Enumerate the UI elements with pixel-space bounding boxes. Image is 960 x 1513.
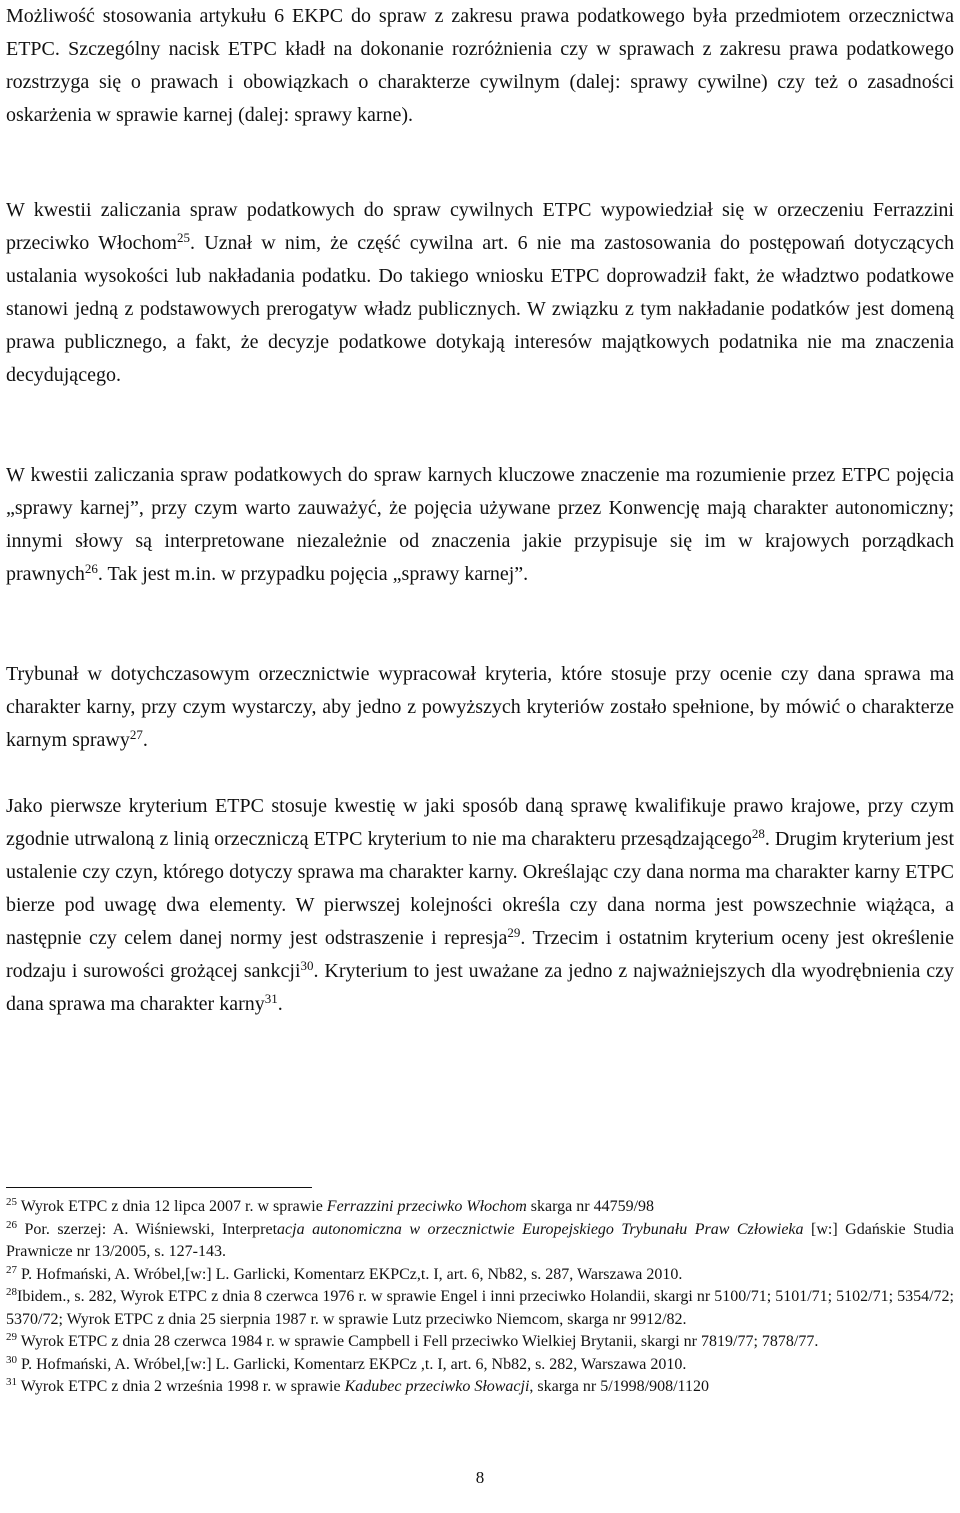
paragraph-text: W kwestii zaliczania spraw podatkowych do spraw cywilnych ETPC wypowiedział się w orzeczeniu Ferrazzini przeciwko Włochom — [6, 199, 954, 254]
footnotes-section — [6, 1196, 954, 1399]
paragraph-tribunal-criteria — [6, 658, 954, 757]
footnote-31 — [6, 1376, 954, 1399]
paragraph-text: . — [142, 729, 148, 751]
footnote-ref-31[interactable]: 31 — [264, 991, 278, 1006]
footnote-ref-26[interactable]: 26 — [84, 561, 98, 576]
paragraph-article-6-applicability — [6, 0, 954, 132]
paragraph-text: . Drugim kryterium jest ustalenie czy czyn, którego dotyczy sprawa ma charakter karny. Określając czy dana norma ma charakter karny ETPC bierze pod uwagę dwa elementy. W pierwszej kolejności określa czy dana norma jest powszechnie wiążąca, a następnie czy celem danej normy jest odstraszenie i represja — [6, 828, 955, 949]
paragraph-text: Możliwość stosowania artykułu 6 EKPC do spraw z zakresu prawa podatkowego była przedmiotem orzecznictwa ETPC. Szczególny nacisk ETPC kładł na dokonanie rozróżnienia czy w sprawach z zakresu prawa podatkowego rozstrzyga się o prawach i obowiązkach o charakterze cywilnym (dalej: sprawy cywilne) czy też o zasadności oskarżenia w sprawie karnej (dalej: sprawy karne). — [6, 5, 954, 126]
footnote-text: , skarga nr 5/1998/908/1120 — [529, 1378, 709, 1395]
footnote-number: 26 — [6, 1218, 17, 1231]
footnote-title: acja autonomiczna w orzecznictwie Europejskiego Trybunału Praw Człowieka — [277, 1220, 804, 1238]
footnote-text: Wyrok ETPC z dnia 2 września 1998 r. w sprawie — [17, 1378, 345, 1395]
footnote-text: [w:] Gdańskie Studia Prawnicze nr 13/2005, s. 127-143. — [6, 1220, 954, 1260]
paragraph-text: . — [277, 993, 283, 1015]
footnote-text: Wyrok ETPC z dnia 28 czerwca 1984 r. w sprawie Campbell i Fell przeciwko Wielkiej Brytanii, skargi nr 7819/77; 7878/77. — [17, 1333, 819, 1350]
paragraph-text: . Trzecim i ostatnim kryterium oceny jest określenie rodzaju i surowości grożącej sankcji — [6, 927, 954, 982]
footnote-ref-25[interactable]: 25 — [177, 230, 191, 245]
paragraph-criteria-details — [6, 790, 954, 1021]
footnote-text: Wyrok ETPC z dnia 12 lipca 2007 r. w sprawie — [17, 1198, 327, 1215]
paragraph-criminal-cases — [6, 459, 954, 591]
footnote-ref-27[interactable]: 27 — [129, 727, 143, 742]
footnote-text: P. Hofmański, A. Wróbel,[w:] L. Garlicki, Komentarz EKPCz,t. I, art. 6, Nb82, s. 287, Warszawa 2010. — [17, 1265, 683, 1283]
footnote-separator — [6, 1187, 312, 1188]
paragraph-civil-cases — [6, 194, 954, 392]
footnote-27 — [6, 1264, 954, 1287]
footnote-ref-30[interactable]: 30 — [300, 958, 314, 973]
footnote-case-name: Kadubec przeciwko Słowacji — [344, 1378, 530, 1395]
footnote-29 — [6, 1331, 954, 1354]
footnote-26 — [6, 1219, 954, 1264]
footnote-text: Ibidem., s. 282, Wyrok ETPC z dnia 8 czerwca 1976 r. w sprawie Engel i inni przeciwko Holandii, skargi nr 5100/71; 5101/71; 5102/71; 5354/72; 5370/72; Wyrok ETPC z dnia 25 sierpnia 1987 r. w sprawie Lutz przeciwko Niemcom, skarga nr 9912/82. — [6, 1288, 954, 1328]
footnote-text: P. Hofmański, A. Wróbel,[w:] L. Garlicki, Komentarz EKPCz ,t. I, art. 6, Nb82, s. 282, Warszawa 2010. — [17, 1355, 687, 1373]
paragraph-text: Jako pierwsze kryterium ETPC stosuje kwestię w jaki sposób daną sprawę kwalifikuje prawo krajowe, przy czym zgodnie utrwaloną z linią orzeczniczą ETPC kryterium to nie ma charakteru przesądzającego — [6, 795, 954, 850]
footnote-number: 28 — [6, 1286, 17, 1298]
footnote-number: 31 — [6, 1376, 17, 1388]
footnote-28 — [6, 1286, 954, 1331]
footnote-30 — [6, 1354, 954, 1377]
paragraph-text: . Kryterium to jest uważane za jedno z najważniejszych dla wyodrębnienia czy dana sprawa ma charakter karny — [6, 960, 954, 1015]
footnote-case-name: Ferrazzini przeciwko Włochom — [326, 1198, 527, 1215]
paragraph-text: Trybunał w dotychczasowym orzecznictwie wypracował kryteria, które stosuje przy ocenie czy dana sprawa ma charakter karny, przy czym wystarczy, aby jedno z powyższych kryteriów zostało spełnione, by mówić o charakterze karnym sprawy — [6, 663, 954, 751]
footnote-number: 29 — [6, 1331, 17, 1343]
footnote-25 — [6, 1196, 954, 1219]
paragraph-text: W kwestii zaliczania spraw podatkowych do spraw karnych kluczowe znaczenie ma rozumienie przez ETPC pojęcia „sprawy karnej”, przy czym warto zauważyć, że pojęcia używane przez Konwencję mają charakter autonomiczny; innymi słowy są interpretowane niezależnie od znaczenia jakie przypisuje się im w krajowych porządkach prawnych — [6, 464, 954, 585]
footnote-ref-29[interactable]: 29 — [507, 925, 521, 940]
footnote-number: 30 — [6, 1353, 17, 1366]
footnote-text: skarga nr 44759/98 — [526, 1198, 655, 1215]
paragraph-text: . Uznał w nim, że część cywilna art. 6 nie ma zastosowania do postępowań dotyczących ustalania wysokości lub nakładania podatku. Do takiego wniosku ETPC doprowadził fakt, że władztwo podatkowe stanowi jedną z podstawowych prerogatyw władz publicznych. W związku z tym nakładanie podatków jest domeną prawa publicznego, a fakt, że decyzje podatkowe dotykają interesów majątkowych podatnika nie ma znaczenia decydującego. — [6, 232, 954, 386]
footnote-number: 25 — [6, 1196, 17, 1208]
footnote-text: Por. szerzej: A. Wiśniewski, Interpret — [17, 1220, 278, 1238]
footnote-number: 27 — [6, 1263, 17, 1276]
footnote-ref-28[interactable]: 28 — [751, 826, 765, 841]
paragraph-text: . Tak jest m.in. w przypadku pojęcia „sprawy karnej”. — [97, 563, 529, 585]
page-number: 8 — [475, 1468, 485, 1487]
